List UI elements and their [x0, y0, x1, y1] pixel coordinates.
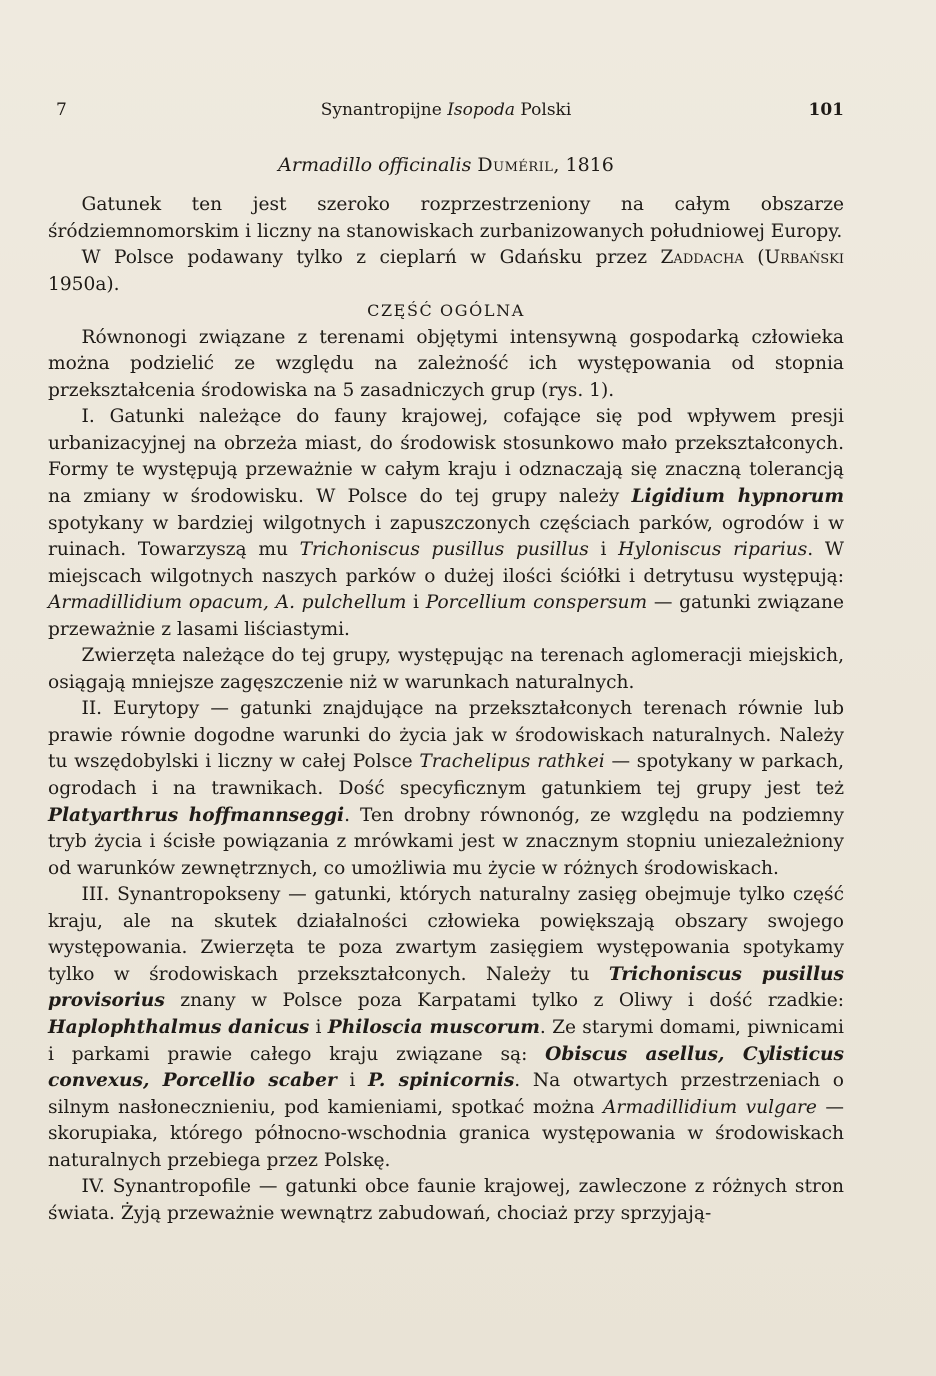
- species-name: Trichoniscus pusillus provisorius: [48, 963, 844, 1012]
- species-heading-year: , 1816: [553, 154, 614, 176]
- species-name: Ligidium hypnorum: [631, 486, 844, 508]
- text-run: i: [588, 539, 619, 561]
- text-run: I. Gatunki należące do fauny krajowej, cofające się pod wpływem presji urbanizacyjnej na obrzeża miast, do środowisk stosunkowo mało przekształconych. Formy te występują przeważnie w całym kraju i odznaczają się znaczną tolerancją na zmiany w środowisku. W Polsce do tej grupy należy: [48, 406, 844, 508]
- text-run: . Ze starymi domami, piwnicami i parkami prawie całego kraju związane są:: [48, 1016, 844, 1065]
- species-name: P. spinicornis: [368, 1070, 515, 1092]
- section-heading: CZĘŚĆ OGÓLNA: [367, 301, 525, 321]
- paragraph: Gatunek ten jest szeroko rozprzestrzeniony na całym obszarze śródziemnomorskim i liczny na stanowiskach zurbanizowanych południowej Europy.: [48, 194, 844, 242]
- species-name: Obiscus asellus, Cylisticus convexus, Porcellio scaber: [48, 1043, 844, 1092]
- species-name: Haplophthalmus danicus: [48, 1016, 310, 1038]
- paragraph-group-3: [48, 882, 844, 1174]
- header-title-text-end: Polski: [515, 100, 572, 120]
- species-heading: [48, 154, 844, 176]
- text-run: II. Eurytopy — gatunki znajdujące na przekształconych terenach równie lub prawie równie dogodne warunki do życia jak w środowiskach naturalnych. Należy tu wszędobylski i liczny w całej Polsce: [48, 698, 844, 773]
- text-run: . Ten drobny równonóg, ze względu na podziemny tryb życia i ścisłe powiązania z mrówkami jest w znacznym stopniu uniezależniony od warunków zewnętrznych, co umożliwia mu życie w różnych środowiskach.: [48, 804, 844, 879]
- header-title: [48, 100, 844, 120]
- species-name: Hyloniscus riparius: [618, 539, 808, 561]
- paragraph: [48, 245, 844, 298]
- species-heading-name: Armadillo officinalis: [278, 154, 472, 176]
- text-run: — skorupiaka, którego północno-wschodnia granica występowania w środowiskach naturalnych przebiega przez Polskę.: [48, 1096, 844, 1171]
- species-name: Philoscia muscorum: [327, 1016, 540, 1038]
- species-name: Trachelipus rathkei: [419, 751, 605, 773]
- text-run: znany w Polsce poza Karpatami tylko z Oliwy i dość rzadkie:: [164, 990, 844, 1012]
- paragraph: Równonogi związane z terenami objętymi intensywną gospodarką człowieka można podzielić ze względu na zależność ich występowania od stopnia przekształcenia środowiska na 5 zasadniczych grup (rys. 1).: [48, 326, 844, 401]
- header-left-number: 7: [56, 100, 67, 120]
- text-run: III. Synantropokseny — gatunki, których naturalny zasięg obejmuje tylko część kraju, ale na skutek działalności człowieka powiększają obszary swojego występowania. Zwierzęta te poza zwartym zasięgiem występowania spotykamy tylko w środowiskach przekształconych. Należy tu: [48, 884, 844, 985]
- author-name: Urbański: [764, 247, 844, 269]
- paragraph: Zwierzęta należące do tej grupy, występując na terenach aglomeracji miejskich, osiągają mniejsze zagęszczenie niż w warunkach naturalnych.: [48, 645, 844, 693]
- text-run: — spotykany w parkach, ogrodach i na trawnikach. Dość specyficznym gatunkiem tej grupy jest też: [48, 751, 844, 800]
- paragraph-group-2: [48, 696, 844, 882]
- species-heading-author: Duméril: [477, 154, 554, 176]
- paragraph-group-4: IV. Synantropofile — gatunki obce faunie krajowej, zawleczone z różnych stron świata. Żyją przeważnie wewnątrz zabudowań, chociaż przy sprzyjają-: [48, 1176, 844, 1224]
- header-title-italic: Isopoda: [447, 100, 515, 120]
- species-name: Porcellium conspersum: [425, 592, 648, 614]
- text-run: . Na otwartych przestrzeniach o silnym nasłonecznieniu, pod kamieniami, spotkać można: [48, 1070, 844, 1118]
- header-title-text: Synantropijne: [320, 100, 448, 120]
- text-run: . W miejscach wilgotnych naszych parków o dużej ilości ściółki i detrytusu występują:: [48, 539, 845, 587]
- text-run: (: [743, 247, 765, 269]
- text-run: i: [336, 1070, 369, 1092]
- species-name: Trichoniscus pusillus pusillus: [299, 539, 589, 561]
- text-run: — gatunki związane przeważnie z lasami liściastymi.: [48, 592, 844, 640]
- text-run: i: [406, 592, 426, 614]
- running-header: [48, 100, 844, 126]
- page-number: 101: [808, 100, 844, 120]
- author-name: Zaddacha: [660, 247, 744, 269]
- text-run: spotykany w bardziej wilgotnych i zapuszczonych częściach parków, ogrodów i w ruinach. Towarzyszą mu: [48, 512, 844, 561]
- body-text: [48, 192, 844, 1227]
- text-run: i: [309, 1016, 328, 1038]
- species-name: Armadillidium opacum, A. pulchellum: [48, 592, 407, 614]
- paragraph-group-1: [48, 404, 844, 643]
- species-name: Armadillidium vulgare: [603, 1096, 817, 1118]
- text-run: 1950a).: [48, 273, 120, 295]
- species-name: Platyarthrus hoffmannseggi: [48, 804, 345, 826]
- text-run: W Polsce podawany tylko z cieplarń w Gdańsku przez: [81, 247, 661, 269]
